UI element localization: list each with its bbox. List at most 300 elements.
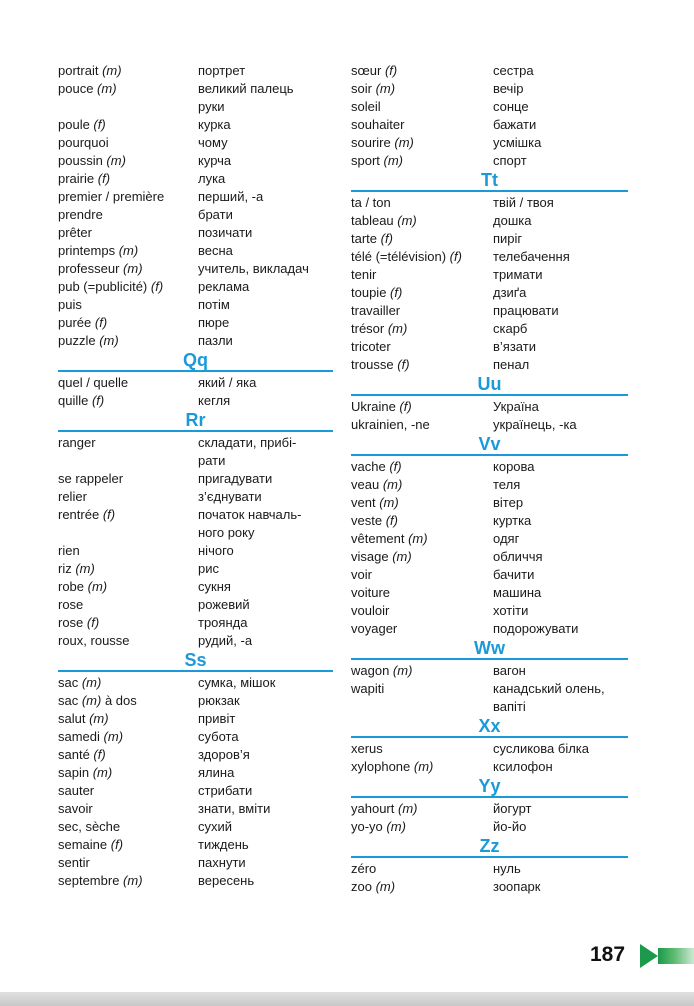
translation-line: великий палець — [198, 81, 294, 96]
dictionary-entry — [58, 614, 333, 632]
gender-marker: (f) — [110, 837, 124, 852]
french-word — [351, 860, 493, 878]
dictionary-entry — [351, 266, 628, 284]
french-word-text: sapin — [58, 765, 93, 780]
french-word-text: professeur — [58, 261, 124, 276]
translation-line: перший, -а — [198, 189, 264, 204]
translation-line: пахнути — [198, 855, 246, 870]
french-word — [58, 854, 198, 872]
translation-line: пенал — [493, 357, 530, 372]
dictionary-entry — [58, 314, 333, 332]
french-word — [351, 602, 493, 620]
translation-line: з’єднувати — [198, 489, 262, 504]
dictionary-entry — [351, 662, 628, 680]
gender-marker: (f) — [150, 279, 164, 294]
translation-line: скарб — [493, 321, 528, 336]
ukrainian-translation — [198, 782, 333, 800]
dictionary-entry — [351, 230, 628, 248]
dictionary-column-right — [351, 62, 628, 896]
french-word-text: rien — [58, 543, 80, 558]
gender-marker: (m) — [379, 495, 399, 510]
ukrainian-translation — [198, 62, 333, 80]
dictionary-entry — [351, 740, 628, 758]
gender-marker: (m) — [102, 63, 122, 78]
french-word — [351, 398, 493, 416]
translation-line: телебачення — [493, 249, 570, 264]
translation-line: йо-йо — [493, 819, 527, 834]
gender-marker: (m) — [397, 213, 417, 228]
translation-line: пазли — [198, 333, 233, 348]
ukrainian-translation — [493, 212, 628, 230]
french-word-text: sac — [58, 693, 82, 708]
french-word — [351, 458, 493, 476]
french-word-text: voir — [351, 567, 372, 582]
french-word — [351, 116, 493, 134]
gender-marker: (m) — [97, 81, 117, 96]
french-word — [58, 782, 198, 800]
ukrainian-translation — [493, 800, 628, 818]
french-word — [58, 260, 198, 278]
gender-marker: (f) — [94, 315, 108, 330]
ukrainian-translation — [493, 602, 628, 620]
translation-line: йогурт — [493, 801, 532, 816]
french-word-text: toupie — [351, 285, 391, 300]
ukrainian-translation — [198, 746, 333, 764]
dictionary-entry — [58, 872, 333, 890]
french-word — [58, 818, 198, 836]
dictionary-entry — [58, 332, 333, 350]
french-word — [351, 416, 493, 434]
dictionary-entry — [58, 674, 333, 692]
gender-marker: (m) — [123, 873, 143, 888]
dictionary-entry — [351, 800, 628, 818]
dictionary-entry — [58, 116, 333, 134]
french-word-text: puzzle — [58, 333, 100, 348]
ukrainian-translation — [493, 620, 628, 638]
translation-line: весна — [198, 243, 233, 258]
ukrainian-translation — [493, 320, 628, 338]
translation-line: подорожувати — [493, 621, 579, 636]
ukrainian-translation — [198, 260, 333, 278]
dictionary-entry — [58, 836, 333, 854]
french-word — [351, 134, 493, 152]
french-word — [351, 758, 493, 776]
french-word-text: quille — [58, 393, 92, 408]
gender-marker: (m) — [89, 711, 109, 726]
letter-section — [58, 350, 333, 410]
translation-line: спорт — [493, 153, 527, 168]
ukrainian-translation — [198, 728, 333, 746]
dictionary-entry — [58, 560, 333, 578]
bottom-band — [0, 992, 694, 1006]
ukrainian-translation — [493, 584, 628, 602]
ukrainian-translation — [493, 266, 628, 284]
translation-line: бажати — [493, 117, 537, 132]
dictionary-entry — [58, 692, 333, 710]
french-word — [58, 674, 198, 692]
section-letter-heading: Tt — [481, 170, 498, 190]
french-word — [58, 206, 198, 224]
french-word — [58, 278, 198, 296]
dictionary-entry — [58, 632, 333, 650]
ukrainian-translation — [198, 80, 333, 116]
section-letter-heading: Xx — [478, 716, 501, 736]
dictionary-entry — [351, 398, 628, 416]
ukrainian-translation — [493, 548, 628, 566]
french-word — [351, 248, 493, 266]
translation-line: потім — [198, 297, 230, 312]
french-word — [351, 878, 493, 896]
dictionary-entry — [58, 152, 333, 170]
translation-line: складати, прибі- — [198, 435, 297, 450]
translation-line: теля — [493, 477, 521, 492]
translation-line: вітер — [493, 495, 524, 510]
dictionary-entry — [351, 116, 628, 134]
translation-line: субота — [198, 729, 239, 744]
french-word-text: rose — [58, 597, 84, 612]
dictionary-entry — [351, 356, 628, 374]
ukrainian-translation — [198, 596, 333, 614]
french-word-text: souhaiter — [351, 117, 405, 132]
ukrainian-translation — [198, 488, 333, 506]
translation-line: сукня — [198, 579, 231, 594]
gender-marker: (m) — [375, 879, 396, 894]
french-word — [58, 836, 198, 854]
translation-line: вагон — [493, 663, 526, 678]
ukrainian-translation — [198, 242, 333, 260]
french-word-text: roux, rousse — [58, 633, 130, 648]
letter-section — [351, 62, 628, 170]
translation-line: обличчя — [493, 549, 543, 564]
gender-marker: (f) — [86, 615, 100, 630]
translation-line: стрибати — [198, 783, 253, 798]
translation-line: руки — [198, 99, 225, 114]
french-word-text: rentrée — [58, 507, 103, 522]
dictionary-entry — [351, 416, 628, 434]
dictionary-entry — [58, 224, 333, 242]
french-word-text: vent — [351, 495, 380, 510]
section-divider-line — [351, 796, 628, 798]
dictionary-entry — [351, 584, 628, 602]
dictionary-entry — [351, 80, 628, 98]
section-divider-line — [58, 670, 333, 672]
ukrainian-translation — [198, 374, 333, 392]
ukrainian-translation — [198, 332, 333, 350]
translation-line: рюкзак — [198, 693, 240, 708]
french-word — [351, 266, 493, 284]
french-word-text: poule — [58, 117, 94, 132]
section-letter-heading: Vv — [478, 434, 501, 454]
dictionary-entry — [58, 854, 333, 872]
gender-marker: (f) — [380, 231, 393, 246]
french-word — [58, 134, 198, 152]
dictionary-entry — [58, 710, 333, 728]
french-word — [58, 332, 198, 350]
gender-marker: (m) — [75, 561, 95, 576]
translation-line: брати — [198, 207, 233, 222]
french-word-text: prêter — [58, 225, 92, 240]
translation-line: тиждень — [198, 837, 249, 852]
section-letter-heading: Zz — [479, 836, 500, 856]
french-word-text: printemps — [58, 243, 119, 258]
dictionary-entry — [58, 488, 333, 506]
dictionary-entry — [58, 392, 333, 410]
gender-marker: (m) — [392, 663, 413, 678]
french-word-text: riz — [58, 561, 76, 576]
french-word-text: premier / première — [58, 189, 165, 204]
dictionary-entry — [351, 620, 628, 638]
ukrainian-translation — [198, 206, 333, 224]
french-word — [351, 284, 493, 302]
translation-line: сестра — [493, 63, 534, 78]
letter-section — [351, 170, 628, 374]
gender-marker: (m) — [413, 759, 434, 774]
dictionary-entry — [58, 206, 333, 224]
dictionary-entry — [351, 320, 628, 338]
translation-line: нуль — [493, 861, 521, 876]
translation-line: твій / твоя — [493, 195, 554, 210]
translation-line: в’язати — [493, 339, 536, 354]
gender-marker: (m) — [408, 531, 428, 546]
translation-line: здоров’я — [198, 747, 250, 762]
gender-marker: (f) — [93, 117, 106, 132]
ukrainian-translation — [198, 818, 333, 836]
gender-marker: (f) — [91, 393, 105, 408]
french-word — [58, 488, 198, 506]
dictionary-entry — [58, 728, 333, 746]
gender-marker: (f) — [390, 285, 403, 300]
french-word — [351, 566, 493, 584]
section-letter-heading: Rr — [185, 410, 206, 430]
ukrainian-translation — [493, 338, 628, 356]
french-word-text: à dos — [101, 693, 137, 708]
french-word — [351, 800, 493, 818]
section-letter-heading: Ww — [474, 638, 505, 658]
translation-line: лука — [198, 171, 226, 186]
translation-line: сонце — [493, 99, 529, 114]
ukrainian-translation — [198, 278, 333, 296]
french-word-text: voyager — [351, 621, 398, 636]
french-word-text: tricoter — [351, 339, 391, 354]
french-word-text: poussin — [58, 153, 107, 168]
dictionary-entry — [58, 296, 333, 314]
french-word-text: sec, sèche — [58, 819, 121, 834]
ukrainian-translation — [198, 470, 333, 488]
gender-marker: (f) — [93, 747, 106, 762]
ukrainian-translation — [198, 224, 333, 242]
french-word-text: sentir — [58, 855, 90, 870]
dictionary-entry — [58, 578, 333, 596]
french-word — [351, 512, 493, 530]
gender-marker: (m) — [394, 135, 414, 150]
french-word-text: prendre — [58, 207, 103, 222]
french-word — [351, 680, 493, 716]
french-word-text: wapiti — [351, 681, 385, 696]
translation-line: Україна — [493, 399, 539, 414]
french-word — [58, 578, 198, 596]
ukrainian-translation — [198, 800, 333, 818]
ukrainian-translation — [198, 560, 333, 578]
ukrainian-translation — [493, 116, 628, 134]
section-divider-line — [351, 394, 628, 396]
dictionary-entry — [351, 212, 628, 230]
ukrainian-translation — [198, 872, 333, 890]
ukrainian-translation — [198, 314, 333, 332]
ukrainian-translation — [198, 296, 333, 314]
page-number: 187 — [590, 943, 626, 966]
ukrainian-translation — [198, 542, 333, 560]
french-word — [351, 80, 493, 98]
french-word — [58, 314, 198, 332]
french-word — [351, 530, 493, 548]
translation-line: дзиґа — [493, 285, 527, 300]
french-word-text: vache — [351, 459, 390, 474]
ukrainian-translation — [493, 530, 628, 548]
translation-line: вересень — [198, 873, 255, 888]
french-word-text: samedi — [58, 729, 104, 744]
ukrainian-translation — [493, 662, 628, 680]
translation-line: хотіти — [493, 603, 529, 618]
translation-line: кегля — [198, 393, 231, 408]
dictionary-entry — [351, 818, 628, 836]
dictionary-entry — [351, 680, 628, 716]
ukrainian-translation — [493, 134, 628, 152]
translation-line: канадський олень, — [493, 681, 605, 696]
translation-line: зоопарк — [493, 879, 541, 894]
dictionary-entry — [58, 506, 333, 542]
gender-marker: (m) — [81, 675, 102, 690]
ukrainian-translation — [493, 740, 628, 758]
gender-marker: (m) — [103, 729, 124, 744]
french-word-text: veste — [351, 513, 386, 528]
ukrainian-translation — [493, 476, 628, 494]
ukrainian-translation — [493, 566, 628, 584]
dictionary-entry — [351, 494, 628, 512]
french-word-text: voiture — [351, 585, 391, 600]
section-letter-heading: Ss — [184, 650, 207, 670]
ukrainian-translation — [493, 194, 628, 212]
gender-marker: (f) — [102, 507, 116, 522]
ukrainian-translation — [198, 170, 333, 188]
ukrainian-translation — [198, 692, 333, 710]
translation-line: тримати — [493, 267, 543, 282]
dictionary-entry — [351, 194, 628, 212]
dictionary-entry — [351, 338, 628, 356]
french-word-text: pub (=publicité) — [58, 279, 151, 294]
french-word — [351, 356, 493, 374]
french-word-text: zoo — [351, 879, 376, 894]
french-word — [351, 740, 493, 758]
ukrainian-translation — [493, 680, 628, 716]
dictionary-entry — [351, 860, 628, 878]
french-word — [58, 470, 198, 488]
translation-line: сусликова білка — [493, 741, 589, 756]
dictionary-entry — [351, 512, 628, 530]
gender-marker: (m) — [375, 81, 396, 96]
dictionary-entry — [351, 458, 628, 476]
dictionary-entry — [351, 878, 628, 896]
translation-line: машина — [493, 585, 542, 600]
ukrainian-translation — [493, 758, 628, 776]
ukrainian-translation — [493, 62, 628, 80]
translation-line: рожевий — [198, 597, 250, 612]
dictionary-entry — [351, 530, 628, 548]
ukrainian-translation — [493, 302, 628, 320]
translation-line: ного року — [198, 525, 255, 540]
dictionary-entry — [351, 758, 628, 776]
french-word-text: tableau — [351, 213, 398, 228]
section-divider-line — [351, 658, 628, 660]
dictionary-entry — [58, 80, 333, 116]
dictionary-entry — [351, 566, 628, 584]
translation-line: бачити — [493, 567, 535, 582]
dictionary-entry — [58, 746, 333, 764]
gender-marker: (f) — [385, 513, 398, 528]
translation-line: який / яка — [198, 375, 257, 390]
french-word-text: semaine — [58, 837, 111, 852]
french-word — [351, 98, 493, 116]
section-letter-heading: Yy — [478, 776, 501, 796]
dictionary-entry — [58, 542, 333, 560]
translation-line: вапіті — [493, 699, 526, 714]
french-word-text: quel / quelle — [58, 375, 129, 390]
french-word — [58, 188, 198, 206]
translation-line: реклама — [198, 279, 250, 294]
translation-line: троянда — [198, 615, 248, 630]
french-word — [351, 230, 493, 248]
ukrainian-translation — [493, 230, 628, 248]
french-word — [58, 614, 198, 632]
french-word-text: se rappeler — [58, 471, 124, 486]
translation-line: чому — [198, 135, 228, 150]
french-word-text: rose — [58, 615, 87, 630]
section-divider-line — [351, 736, 628, 738]
dictionary-entry — [58, 278, 333, 296]
translation-line: позичати — [198, 225, 253, 240]
dictionary-entry — [58, 170, 333, 188]
translation-line: пюре — [198, 315, 230, 330]
dictionary-entry — [58, 188, 333, 206]
translation-line: куртка — [493, 513, 532, 528]
french-word — [351, 548, 493, 566]
ukrainian-translation — [198, 710, 333, 728]
translation-line: нічого — [198, 543, 234, 558]
french-word — [58, 872, 198, 890]
gender-marker: (m) — [92, 765, 113, 780]
dictionary-entry — [351, 134, 628, 152]
french-word — [58, 506, 198, 542]
translation-line: сумка, мішок — [198, 675, 276, 690]
dictionary-entry — [58, 434, 333, 470]
french-word-text: ukrainien, -ne — [351, 417, 430, 432]
translation-line: ксилофон — [493, 759, 553, 774]
section-divider-line — [58, 430, 333, 432]
ukrainian-translation — [198, 764, 333, 782]
french-word — [351, 476, 493, 494]
translation-line: знати, вміти — [198, 801, 271, 816]
french-word-text: tenir — [351, 267, 377, 282]
french-word — [351, 338, 493, 356]
section-divider-line — [351, 856, 628, 858]
ukrainian-translation — [493, 818, 628, 836]
translation-line: рис — [198, 561, 219, 576]
french-word-text: ta / ton — [351, 195, 391, 210]
translation-line: привіт — [198, 711, 236, 726]
french-word — [58, 764, 198, 782]
translation-line: курка — [198, 117, 231, 132]
gender-marker: (m) — [397, 801, 418, 816]
gender-marker: (m) — [392, 549, 412, 564]
